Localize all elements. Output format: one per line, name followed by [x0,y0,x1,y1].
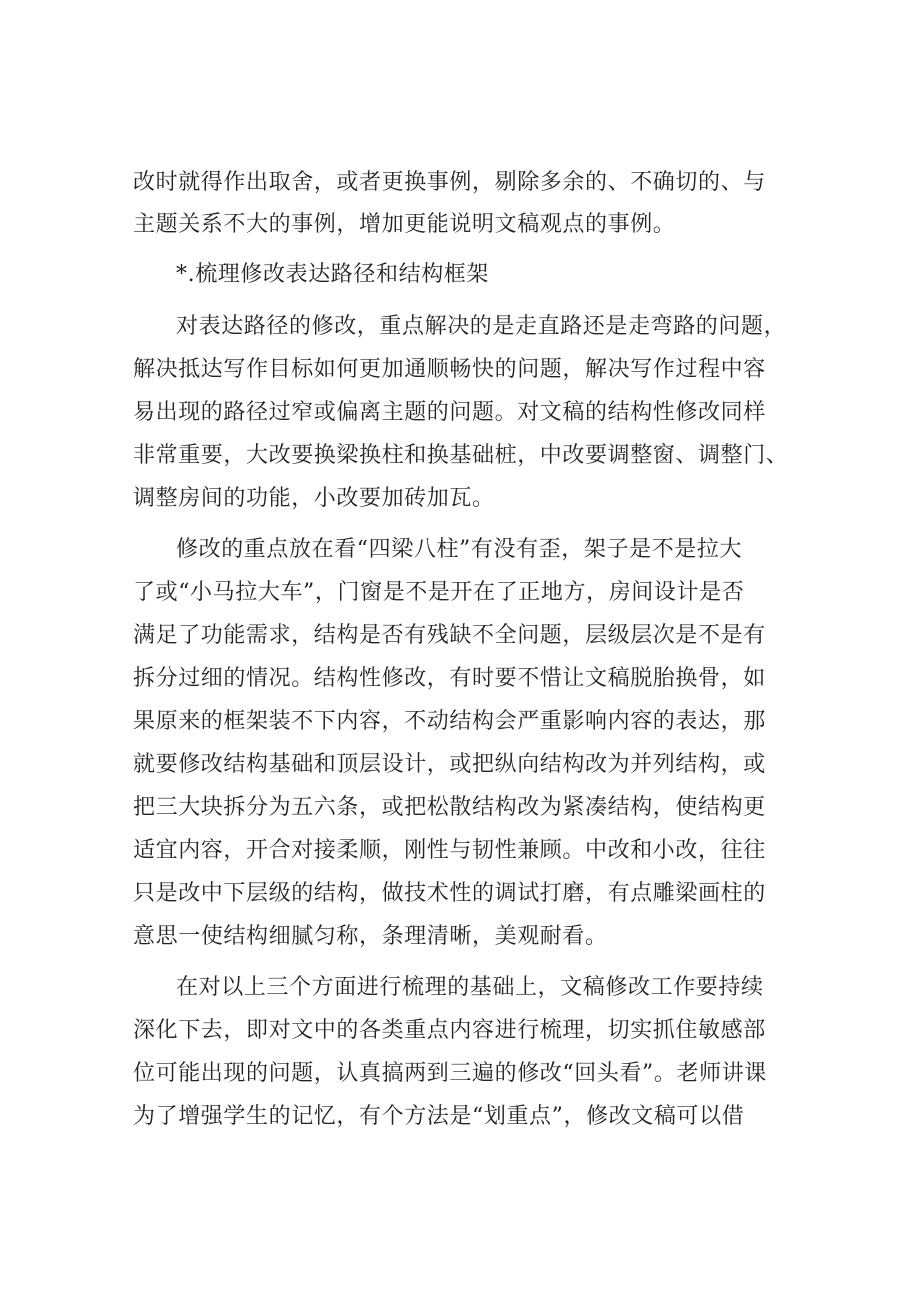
body-text-line: 深化下去，即对文中的各类重点内容进行梳理，切实抓住敏感部 [133,1018,766,1043]
body-text-line: 对表达路径的修改，重点解决的是走直路还是走弯路的问题， [176,314,787,339]
body-text-line: 为了增强学生的记忆，有个方法是“划重点”，修改文稿可以借 [133,1104,745,1129]
body-text-line: 易出现的路径过窄或偏离主题的问题。对文稿的结构性修改同样 [133,400,766,425]
section-heading: *.梳理修改表达路径和结构框架 [176,262,489,287]
body-text-line: 解决抵达写作目标如何更加通顺畅快的问题，解决写作过程中容 [133,357,766,382]
body-text-line: 了或“小马拉大车”，门窗是不是开在了正地方，房间设计是否 [133,580,745,605]
body-text-line: 果原来的框架装不下内容，不动结构会严重影响内容的表达，那 [133,709,766,734]
body-text-line: 把三大块拆分为五六条，或把松散结构改为紧凑结构，使结构更 [133,795,766,820]
body-text-line: 修改的重点放在看“四梁八柱”有没有歪，架子是不是拉大 [176,537,743,562]
body-text-line: 在对以上三个方面进行梳理的基础上，文稿修改工作要持续 [176,975,764,1000]
body-text-line: 意思一使结构细腻匀称，条理清晰，美观耐看。 [133,924,608,949]
body-text-line: 满足了功能需求，结构是否有残缺不全问题，层级层次是不是有 [133,623,766,648]
body-text-line: 就要修改结构基础和顶层设计，或把纵向结构改为并列结构，或 [133,752,766,777]
body-text-line: 拆分过细的情况。结构性修改，有时要不惜让文稿脱胎换骨，如 [133,666,766,691]
body-text-line: 只是改中下层级的结构，做技术性的调试打磨，有点雕梁画柱的 [133,881,766,906]
body-text-line: 调整房间的功能，小改要加砖加瓦。 [133,486,495,511]
body-text-line: 非常重要，大改要换梁换柱和换基础桩，中改要调整窗、调整门、 [133,443,789,468]
body-text-line: 主题关系不大的事例，增加更能说明文稿观点的事例。 [133,212,676,237]
body-text-line: 位可能出现的问题，认真搞两到三遍的修改“回头看”。老师讲课 [133,1061,767,1086]
body-text-line: 改时就得作出取舍，或者更换事例，剔除多余的、不确切的、与 [133,170,766,195]
body-text-line: 适宜内容，开合对接柔顺，刚性与韧性兼顾。中改和小改，往往 [133,838,766,863]
